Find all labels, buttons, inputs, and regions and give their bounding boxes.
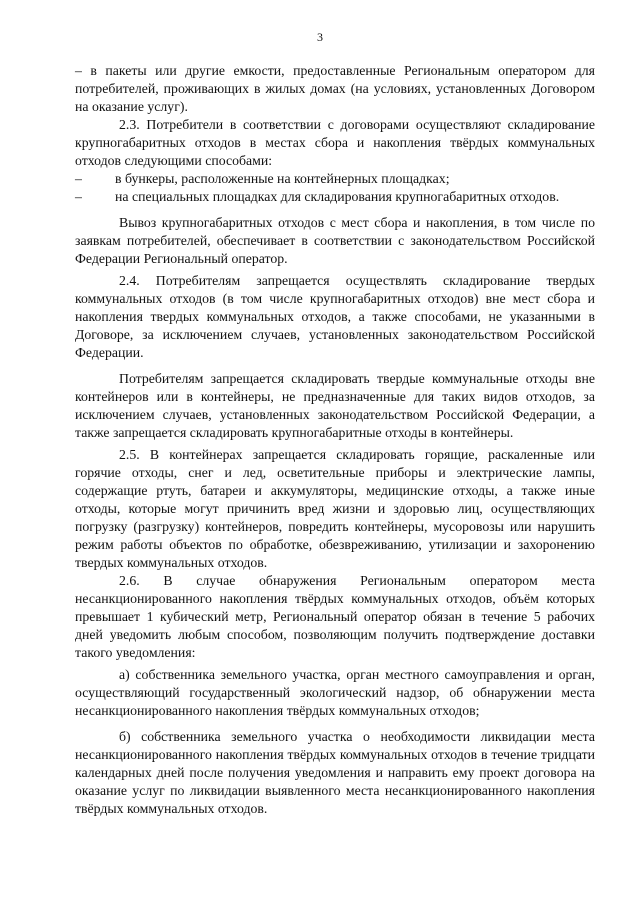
paragraph-2-6: 2.6. В случае обнаружения Региональным оператором места несанкционированного накопления твёрдых коммунальных отходов, объём которых превышает 1 кубический метр, Региональный оператор обязан в течение 5 рабочих дней уведомить любым способом, позволяющим получить подтверждение доставки такого уведомления: — [75, 573, 595, 660]
paragraph-2-3: 2.3. Потребители в соответствии с договорами осуществляют складирование крупногабаритных отходов в местах сбора и накопления твёрдых коммунальных отходов следующими способами: — [75, 117, 595, 168]
paragraph-2-6-a: а) собственника земельного участка, орган местного самоуправления и орган, осуществляющий государственный экологический надзор, об обнаружении места несанкционированного накопления твёрдых коммунальных отходов; — [75, 667, 595, 718]
paragraph-prohibition-containers: Потребителям запрещается складировать твердые коммунальные отходы вне контейнеров или в контейнеры, не предназначенные для таких видов отходов, за исключением случаев, установленных законодательством Российской Федерации, а также запрещается складировать крупногабаритные отходы в контейнеры. — [75, 371, 595, 440]
list-item-special-sites: – на специальных площадках для складирования крупногабаритных отходов. — [75, 188, 595, 206]
paragraph-2-4: 2.4. Потребителям запрещается осуществлять складирование твердых коммунальных отходов (в том числе крупногабаритных отходов) вне мест сбора и накопления твердых коммунальных отходов, а также способами, не указанными в Договоре, за исключением случаев, установленных законодательством Российской Федерации. — [75, 273, 595, 360]
paragraph-dash-packages: – в пакеты или другие емкости, предоставленные Региональным оператором для потребителей, проживающих в жилых домах (на условиях, установленных Договором на оказание услуг). — [75, 63, 595, 114]
paragraph-2-6-b: б) собственника земельного участка о необходимости ликвидации места несанкционированного накопления твёрдых коммунальных отходов в течение тридцати календарных дней после получения уведомления и направить ему проект договора на оказание услуг по ликвидации выявленного места несанкционированного накопления твёрдых коммунальных отходов. — [75, 729, 595, 816]
list-item-bunkers: – в бункеры, расположенные на контейнерных площадках; — [75, 170, 595, 188]
page-number: 3 — [317, 30, 323, 44]
document-body — [75, 62, 595, 818]
paragraph-2-5: 2.5. В контейнерах запрещается складировать горящие, раскаленные или горячие отходы, снег и лед, осветительные приборы и электрические лампы, содержащие ртуть, батареи и аккумуляторы, медицинские отходы, а также иные отходы, которые могут причинить вред жизни и здоровью лиц, осуществляющих погрузку (разгрузку) контейнеров, повредить контейнеры, мусоровозы или нарушить режим работы объектов по обработке, обезвреживанию, утилизации и захоронению твердых коммунальных отходов. — [75, 447, 595, 570]
paragraph-bulky-removal: Вывоз крупногабаритных отходов с мест сбора и накопления, в том числе по заявкам потребителей, обеспечивает в соответствии с законодательством Российской Федерации Региональный оператор. — [75, 215, 595, 266]
